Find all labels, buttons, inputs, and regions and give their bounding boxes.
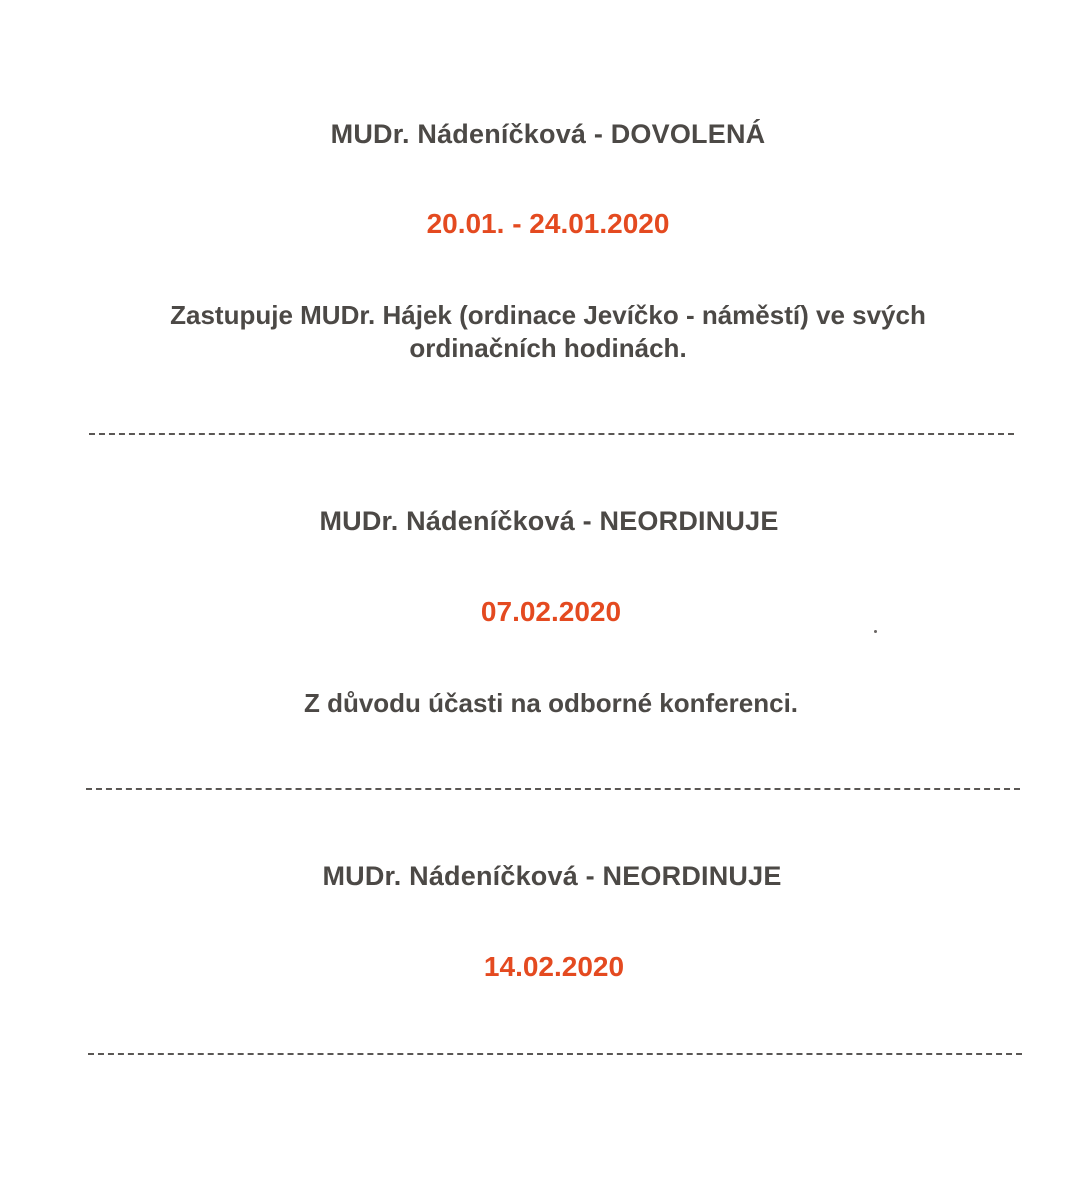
dashed-divider: [89, 433, 1014, 435]
notice-note-line: ordinačních hodinách.: [409, 333, 687, 363]
notice-note-line: Z důvodu účasti na odborné konferenci.: [303, 688, 799, 718]
dashed-divider: [86, 788, 1020, 790]
dashed-divider: [88, 1053, 1022, 1055]
notice-heading: MUDr. Nádeníčková - DOVOLENÁ: [330, 119, 766, 149]
notice-date: 14.02.2020: [483, 951, 625, 982]
notice-date: 07.02.2020: [480, 596, 622, 627]
scan-speck: [874, 630, 877, 633]
notice-heading: MUDr. Nádeníčková - NEORDINUJE: [319, 506, 779, 536]
notice-note-line: Zastupuje MUDr. Hájek (ordinace Jevíčko - náměstí) ve svých: [170, 300, 926, 330]
notice-heading: MUDr. Nádeníčková - NEORDINUJE: [322, 861, 782, 891]
notice-date: 20.01. - 24.01.2020: [426, 208, 670, 239]
